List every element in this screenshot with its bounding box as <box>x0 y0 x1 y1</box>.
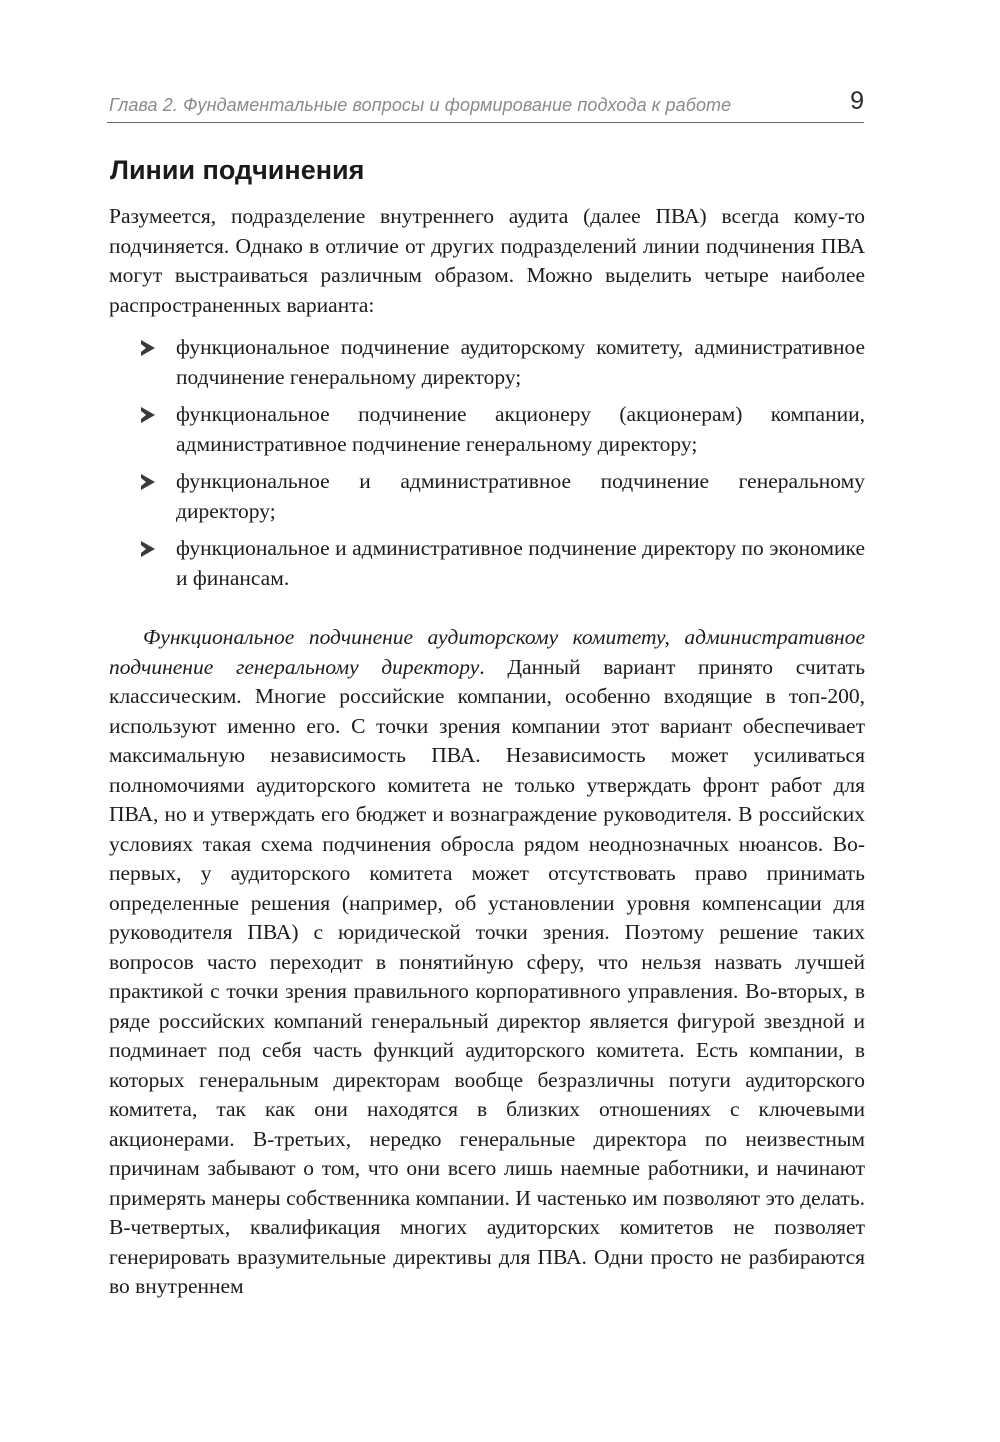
body-paragraph <box>109 623 865 1302</box>
section-title: Линии подчинения <box>110 155 365 185</box>
arrow-bullet-icon <box>141 340 155 356</box>
arrow-bullet-icon <box>141 407 155 423</box>
list-item <box>109 333 865 392</box>
list-item-text: функциональное и административное подчинение генеральному директору; <box>176 469 865 523</box>
list-item <box>109 467 865 526</box>
page-body <box>109 202 865 1302</box>
arrow-bullet-icon <box>141 474 155 490</box>
arrow-bullet-icon <box>141 541 155 557</box>
body-paragraph-text: . Данный вариант принято считать классическим. Многие российские компании, особенно входящие в топ-200, используют именно его. С точки зрения компании этот вариант обеспечивает максимальную независимость ПВА. Независимость может усиливаться полномочиями аудиторского комитета не только утверждать фронт работ для ПВА, но и утверждать его бюджет и вознаграждение руководителя. В российских условиях такая схема подчинения обросла рядом неоднозначных нюансов. Во-первых, у аудиторского комитета может отсутствовать право принимать определенные решения (например, об установлении уровня компенсации для руководителя ПВА) с юридической точки зрения. Поэтому решение таких вопросов часто переходит в понятийную сферу, что нельзя назвать лучшей практикой с точки зрения правильного корпоративного управления. Во-вторых, в ряде российских компаний генеральный директор является фигурой звездной и подминает под себя часть функций аудиторского комитета. Есть компании, в которых генеральным директорам вообще безразличны потуги аудиторского комитета, так как они находятся в близких отношениях с ключевыми акционерами. В-третьих, нередко генеральные директора по неизвестным причинам забывают о том, что они всего лишь наемные работники, и начинают примерять манеры собственника компании. И частенько им позволяют это делать. В-четвертых, квалификация многих аудиторских комитетов не позволяет генерировать вразумительные директивы для ПВА. Одни просто не разбираются во внутреннем <box>109 654 866 1298</box>
italic-lead-phrase: Функциональное подчинение аудиторскому комитету, административное подчинение генеральному директору <box>109 625 865 679</box>
reporting-options-list <box>109 333 865 593</box>
running-title: Глава 2. Фундаментальные вопросы и формирование подхода к работе <box>109 95 732 115</box>
list-item <box>109 400 865 459</box>
list-item <box>109 534 865 593</box>
page-number: 9 <box>850 87 864 115</box>
list-item-text: функциональное подчинение аудиторскому комитету, административное подчинение генеральному директору; <box>176 335 865 389</box>
intro-paragraph: Разумеется, подразделение внутреннего аудита (далее ПВА) всегда кому-то подчиняется. Однако в отличие от других подразделений линии подчинения ПВА могут выстраиваться различным образом. Можно выделить четыре наиболее распространенных варианта: <box>109 204 865 317</box>
list-item-text: функциональное и административное подчинение директору по экономике и финансам. <box>176 536 865 590</box>
list-item-text: функциональное подчинение акционеру (акционерам) компании, административное подчинение генеральному директору; <box>176 402 865 456</box>
running-header <box>107 86 864 123</box>
